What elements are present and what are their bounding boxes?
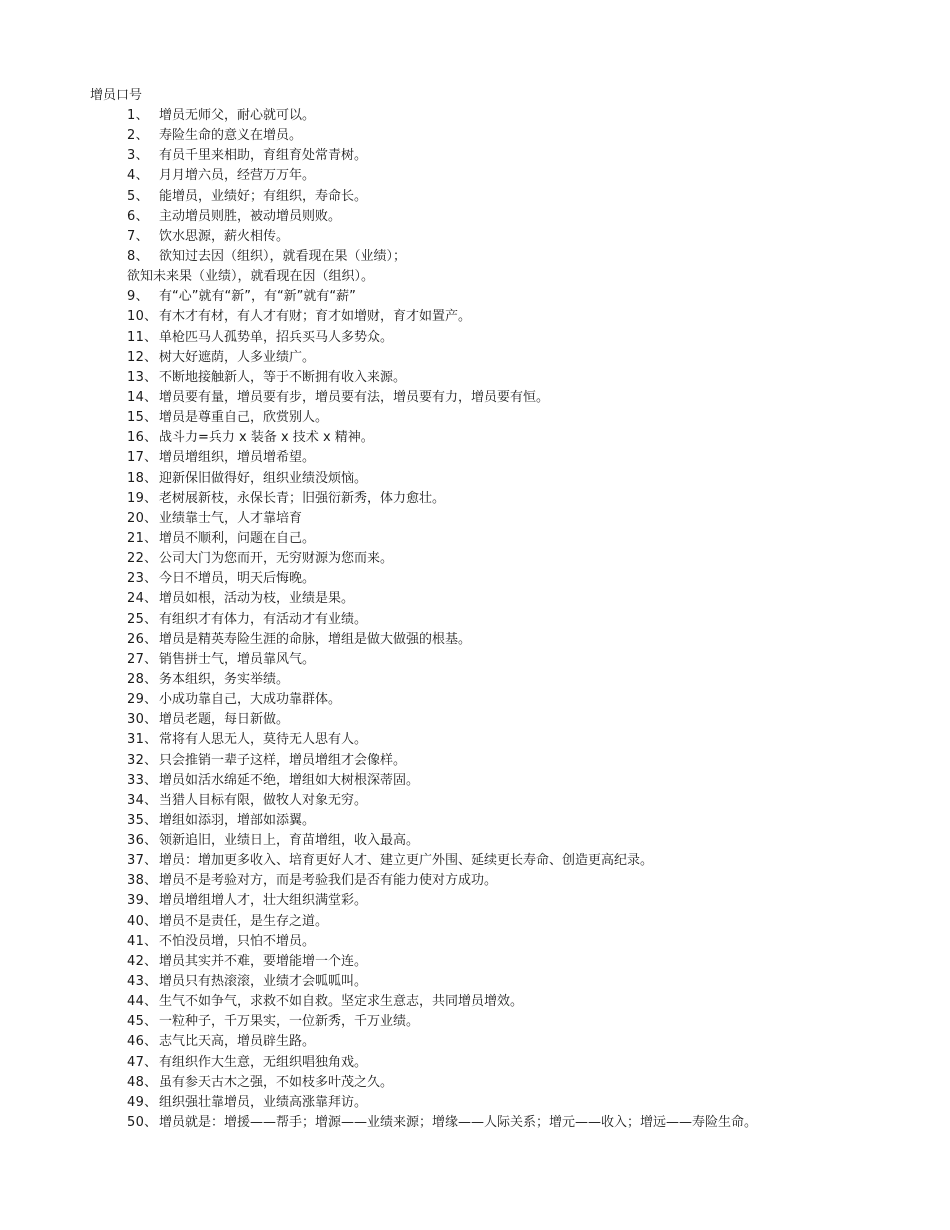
slogan-item <box>0 469 950 489</box>
slogan-item <box>0 932 950 952</box>
slogan-item <box>0 428 950 448</box>
slogan-item <box>0 690 950 710</box>
slogan-item <box>0 187 950 207</box>
slogan-number: 31、 <box>127 732 158 748</box>
slogan-text: 老树展新枝，永保长青；旧强衍新秀，体力愈壮。 <box>159 490 446 506</box>
slogan-text: 欲知过去因（组织），就看现在果（业绩）； <box>159 248 407 264</box>
slogan-text: 饮水思源，薪火相传。 <box>159 228 290 244</box>
slogan-text: 增员不是责任，是生存之道。 <box>159 913 329 929</box>
slogan-item <box>0 106 950 126</box>
slogan-number: 39、 <box>127 893 158 909</box>
slogan-item <box>0 207 950 227</box>
slogan-text: 业绩靠士气，人才靠培育 <box>159 510 303 526</box>
slogan-text: 战斗力=兵力 x 装备 x 技术 x 精神。 <box>159 430 374 446</box>
slogan-number: 29、 <box>127 692 158 708</box>
slogan-number: 7、 <box>127 228 149 244</box>
slogan-text: 增员不是考验对方，而是考验我们是否有能力使对方成功。 <box>159 873 498 889</box>
slogan-number: 20、 <box>127 510 158 526</box>
slogan-item <box>0 267 950 287</box>
slogan-item <box>0 1093 950 1113</box>
slogan-number: 13、 <box>127 369 158 385</box>
slogan-item <box>0 126 950 146</box>
slogan-text: 增员其实并不难，要增能增一个连。 <box>159 953 368 969</box>
slogan-item <box>0 1113 950 1133</box>
slogan-text: 增组如添羽，增部如添翼。 <box>159 812 316 828</box>
slogan-text: 有员千里来相助，育组育处常青树。 <box>159 148 368 164</box>
slogan-number: 41、 <box>127 933 158 949</box>
slogan-number: 47、 <box>127 1054 158 1070</box>
slogan-number: 22、 <box>127 551 158 567</box>
slogan-text: 今日不增员，明天后悔晚。 <box>159 571 316 587</box>
slogan-number: 26、 <box>127 631 158 647</box>
slogan-number: 19、 <box>127 490 158 506</box>
slogan-item <box>0 1012 950 1032</box>
slogan-number: 32、 <box>127 752 158 768</box>
slogan-text: 增员增组增人才，壮大组织满堂彩。 <box>159 893 368 909</box>
slogan-item <box>0 448 950 468</box>
slogan-text: 树大好遮荫，人多业绩广。 <box>159 349 316 365</box>
slogan-text: 有木才有材，有人才有财；育才如增财，育才如置产。 <box>159 309 472 325</box>
slogan-item <box>0 730 950 750</box>
slogan-text: 常将有人思无人，莫待无人思有人。 <box>159 732 368 748</box>
slogan-text: 寿险生命的意义在增员。 <box>159 128 303 144</box>
slogan-number: 23、 <box>127 571 158 587</box>
slogan-text: 生气不如争气，求救不如自救。坚定求生意志，共同增员增效。 <box>159 994 524 1010</box>
slogan-text: 销售拼士气，增员靠风气。 <box>159 651 316 667</box>
slogan-text: 务本组织，务实举绩。 <box>159 671 290 687</box>
slogan-item <box>0 630 950 650</box>
slogan-number: 33、 <box>127 772 158 788</box>
slogan-item <box>0 771 950 791</box>
slogan-number: 16、 <box>127 430 158 446</box>
slogan-item <box>0 650 950 670</box>
slogan-text: 增员如活水绵延不绝，增组如大树根深蒂固。 <box>159 772 420 788</box>
slogan-number: 36、 <box>127 833 158 849</box>
slogan-list <box>0 106 950 1133</box>
slogan-item <box>0 549 950 569</box>
slogan-item <box>0 227 950 247</box>
slogan-item <box>0 589 950 609</box>
slogan-number: 34、 <box>127 792 158 808</box>
slogan-number: 18、 <box>127 470 158 486</box>
slogan-text: 增员不顺利，问题在自己。 <box>159 530 316 546</box>
slogan-text: 志气比天高，增员辟生路。 <box>159 1034 316 1050</box>
slogan-text: 组织强壮靠增员，业绩高涨靠拜访。 <box>159 1094 368 1110</box>
slogan-item <box>0 972 950 992</box>
slogan-item <box>0 569 950 589</box>
slogan-number: 24、 <box>127 591 158 607</box>
slogan-text: 不怕没员增，只怕不增员。 <box>159 933 316 949</box>
slogan-item <box>0 952 950 972</box>
slogan-number: 14、 <box>127 389 158 405</box>
slogan-item <box>0 509 950 529</box>
slogan-item <box>0 348 950 368</box>
slogan-number: 45、 <box>127 1014 158 1030</box>
slogan-item <box>0 670 950 690</box>
slogan-item <box>0 146 950 166</box>
slogan-text: 小成功靠自己，大成功靠群体。 <box>159 692 342 708</box>
slogan-number: 12、 <box>127 349 158 365</box>
slogan-text: 有组织才有体力，有活动才有业绩。 <box>159 611 368 627</box>
slogan-number: 25、 <box>127 611 158 627</box>
slogan-text: 增员是精英寿险生涯的命脉，增组是做大做强的根基。 <box>159 631 472 647</box>
slogan-text: 增员就是：增援——帮手；增源——业绩来源；增缘——人际关系；增元——收入；增远——寿险生命。 <box>159 1115 758 1131</box>
slogan-item <box>0 328 950 348</box>
slogan-number: 6、 <box>127 208 149 224</box>
slogan-text: 月月增六员，经营万万年。 <box>159 168 316 184</box>
slogan-text: 一粒种子，千万果实，一位新秀，千万业绩。 <box>159 1014 420 1030</box>
slogan-item <box>0 811 950 831</box>
slogan-number: 27、 <box>127 651 158 667</box>
slogan-number: 42、 <box>127 953 158 969</box>
slogan-item <box>0 751 950 771</box>
slogan-number: 17、 <box>127 450 158 466</box>
slogan-number: 38、 <box>127 873 158 889</box>
slogan-item <box>0 247 950 267</box>
slogan-text: 有组织作大生意，无组织唱独角戏。 <box>159 1054 368 1070</box>
slogan-item <box>0 610 950 630</box>
slogan-number: 15、 <box>127 410 158 426</box>
slogan-number: 30、 <box>127 712 158 728</box>
slogan-text: 增员增组织，增员增希望。 <box>159 450 316 466</box>
slogan-text: 增员要有量，增员要有步，增员要有法，增员要有力，增员要有恒。 <box>159 389 550 405</box>
slogan-number: 44、 <box>127 994 158 1010</box>
slogan-text: 增员如根，活动为枝，业绩是果。 <box>159 591 355 607</box>
slogan-item <box>0 851 950 871</box>
slogan-item <box>0 388 950 408</box>
slogan-item <box>0 710 950 730</box>
slogan-item <box>0 307 950 327</box>
slogan-item <box>0 891 950 911</box>
slogan-text: 只会推销一辈子这样，增员增组才会像样。 <box>159 752 407 768</box>
slogan-number: 2、 <box>127 128 149 144</box>
slogan-number: 10、 <box>127 309 158 325</box>
slogan-number: 48、 <box>127 1074 158 1090</box>
slogan-text: 虽有参天古木之强，不如枝多叶茂之久。 <box>159 1074 394 1090</box>
slogan-number: 4、 <box>127 168 149 184</box>
slogan-number: 21、 <box>127 530 158 546</box>
slogan-item <box>0 992 950 1012</box>
slogan-number: 3、 <box>127 148 149 164</box>
slogan-item <box>0 912 950 932</box>
slogan-item <box>0 1073 950 1093</box>
slogan-text: 主动增员则胜，被动增员则败。 <box>159 208 342 224</box>
slogan-item <box>0 1032 950 1052</box>
slogan-number: 8、 <box>127 248 149 264</box>
slogan-text: 增员：增加更多收入、培育更好人才、建立更广外围、延续更长寿命、创造更高纪录。 <box>159 853 654 869</box>
document-title: 增员口号 <box>90 88 143 103</box>
slogan-item <box>0 489 950 509</box>
slogan-item <box>0 871 950 891</box>
slogan-item <box>0 287 950 307</box>
slogan-number: 37、 <box>127 853 158 869</box>
slogan-text: 有“心”就有“新”，有“新”就有“薪” <box>159 289 356 305</box>
slogan-item <box>0 166 950 186</box>
slogan-number: 43、 <box>127 974 158 990</box>
slogan-text: 能增员，业绩好；有组织，寿命长。 <box>159 188 368 204</box>
slogan-text: 增员只有热滚滚，业绩才会呱呱叫。 <box>159 974 368 990</box>
slogan-text: 领新追旧，业绩日上，育苗增组，收入最高。 <box>159 833 420 849</box>
slogan-text: 增员是尊重自己，欣赏别人。 <box>159 410 329 426</box>
slogan-item <box>0 1053 950 1073</box>
slogan-text: 欲知未来果（业绩），就看现在因（组织）。 <box>127 269 375 285</box>
slogan-number: 9、 <box>127 289 149 305</box>
slogan-item <box>0 831 950 851</box>
slogan-text: 当猎人目标有限，做牧人对象无穷。 <box>159 792 368 808</box>
slogan-text: 增员无师父，耐心就可以。 <box>159 108 316 123</box>
slogan-number: 49、 <box>127 1094 158 1110</box>
slogan-number: 28、 <box>127 671 158 687</box>
slogan-item <box>0 408 950 428</box>
slogan-text: 增员老题，每日新做。 <box>159 712 290 728</box>
slogan-number: 50、 <box>127 1115 158 1131</box>
slogan-number: 11、 <box>127 329 158 345</box>
slogan-item <box>0 791 950 811</box>
slogan-number: 1、 <box>127 108 149 123</box>
slogan-item <box>0 529 950 549</box>
slogan-text: 单枪匹马人孤势单，招兵买马人多势众。 <box>159 329 394 345</box>
slogan-number: 46、 <box>127 1034 158 1050</box>
slogan-text: 不断地接触新人，等于不断拥有收入来源。 <box>159 369 407 385</box>
slogan-text: 迎新保旧做得好，组织业绩没烦恼。 <box>159 470 368 486</box>
slogan-number: 35、 <box>127 812 158 828</box>
slogan-number: 5、 <box>127 188 149 204</box>
slogan-item <box>0 368 950 388</box>
slogan-number: 40、 <box>127 913 158 929</box>
slogan-text: 公司大门为您而开，无穷财源为您而来。 <box>159 551 394 567</box>
